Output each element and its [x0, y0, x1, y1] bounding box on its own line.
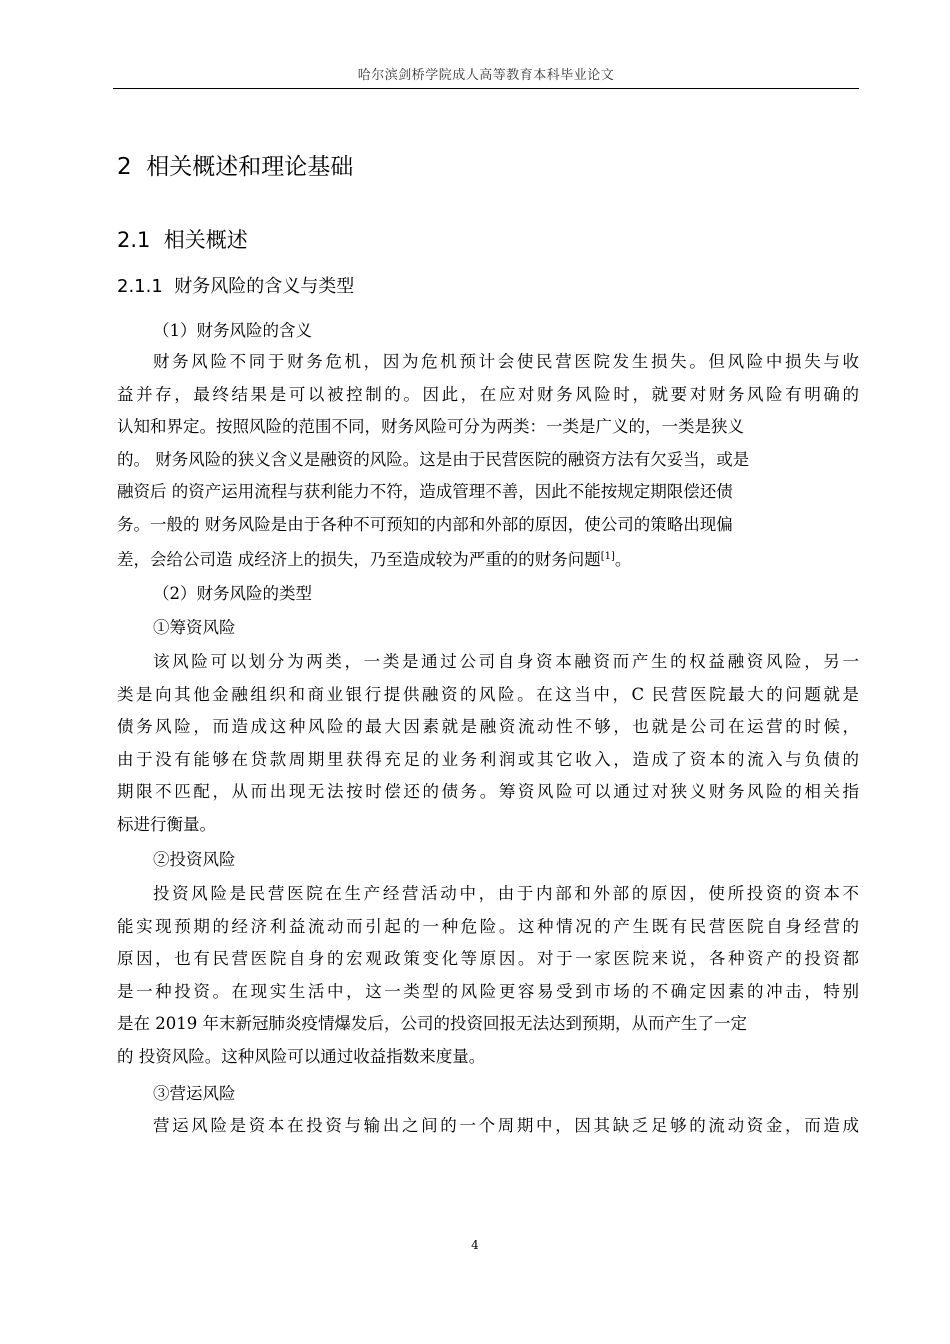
paragraph-line: 能实现预期的经济利益流动而引起的一种危险。这种情况的产生既有民营医院自身经营的 — [117, 916, 859, 936]
paragraph-line: 财务风险不同于财务危机，因为危机预计会使民营医院发生损失。但风险中损失与收 — [153, 352, 859, 371]
section-heading — [117, 224, 248, 254]
investment-heading: ②投资风险 — [153, 850, 236, 869]
paragraph-line: 融资后 的资产运用流程与获利能力不符，造成管理不善，因此不能按规定期限偿还债 — [117, 482, 733, 501]
page-header: 哈尔滨剑桥学院成人高等教育本科毕业论文 — [357, 68, 615, 83]
paragraph-line: 该风险可以划分为两类，一类是通过公司自身资本融资而产生的权益融资风险，另一 — [153, 652, 859, 671]
paragraph-line: 务。一般的 财务风险是由于各种不可预知的内部和外部的原因，使公司的策略出现偏 — [117, 514, 733, 534]
paragraph-line: 益并存，最终结果是可以被控制的。因此，在应对财务风险时，就要对财务风险有明确的 — [117, 384, 859, 404]
paragraph-line: 的 投资风险。这种风险可以通过收益指数来度量。 — [117, 1046, 486, 1066]
paragraph-line: 的。 财务风险的狭义含义是融资的风险。这是由于民营医院的融资方法有欠妥当，或是 — [117, 449, 750, 469]
chapter-number: 2 — [117, 154, 132, 180]
meaning-heading: （1）财务风险的含义 — [153, 321, 312, 340]
paragraph-line: 原因，也有民营医院自身的宏观政策变化等原因。对于一家医院来说，各种资产的投资都 — [117, 949, 859, 968]
paragraph-line: 投资风险是民营医院在生产经营活动中，由于内部和外部的原因，使所投资的资本不 — [153, 884, 859, 903]
operating-heading: ③营运风险 — [153, 1084, 236, 1103]
paragraph-line: 营运风险是资本在投资与输出之间的一个周期中，因其缺乏足够的流动资金，而造成 — [153, 1116, 859, 1135]
paragraph-line: 由于没有能够在贷款周期里获得充足的业务利润或其它收入，造成了资本的流入与负债的 — [117, 749, 859, 769]
subsection-title: 财务风险的含义与类型 — [174, 276, 355, 297]
chapter-title: 相关概述和理论基础 — [146, 154, 354, 180]
paragraph-line: 期限不匹配，从而出现无法按时偿还的债务。筹资风险可以通过对狭义财务风险的相关指 — [117, 782, 859, 801]
financing-paragraph — [117, 646, 859, 841]
investment-paragraph — [117, 878, 859, 1073]
types-heading: （2）财务风险的类型 — [153, 584, 312, 603]
subsection-heading — [117, 272, 354, 298]
paragraph-line: 类是向其他金融组织和商业银行提供融资的风险。在这当中，C 民营医院最大的问题就是 — [117, 684, 859, 704]
page-number: 4 — [471, 1238, 479, 1252]
paragraph-line: 债务风险，而造成这种风险的最大因素就是融资流动性不够，也就是公司在运营的时候， — [117, 717, 859, 736]
operating-paragraph — [117, 1110, 859, 1143]
citation-1: [1] — [600, 551, 615, 562]
paragraph-line: 是一种投资。在现实生活中，这一类型的风险更容易受到市场的不确定因素的冲击，特别 — [117, 981, 859, 1001]
subsection-number: 2.1.1 — [117, 276, 163, 297]
financing-heading: ①筹资风险 — [153, 618, 236, 637]
paragraph-line: 标进行衡量。 — [117, 814, 216, 834]
meaning-paragraph — [117, 346, 859, 574]
section-number: 2.1 — [117, 228, 151, 252]
chapter-heading — [117, 148, 353, 181]
paragraph-line: 认知和界定。按照风险的范围不同，财务风险可分为两类：一类是广义的，一类是狭义 — [117, 417, 744, 436]
header-divider — [113, 88, 859, 89]
paragraph-last-line — [117, 541, 859, 574]
paragraph-line: 是在 2019 年末新冠肺炎疫情爆发后，公司的投资回报无法达到预期，从而产生了一定 — [117, 1014, 747, 1033]
section-title: 相关概述 — [163, 228, 248, 252]
paragraph-end: 。 — [614, 550, 632, 569]
paragraph-text: 差，会给公司造 成经济上的损失，乃至造成较为严重的的财务问题 — [117, 550, 601, 569]
